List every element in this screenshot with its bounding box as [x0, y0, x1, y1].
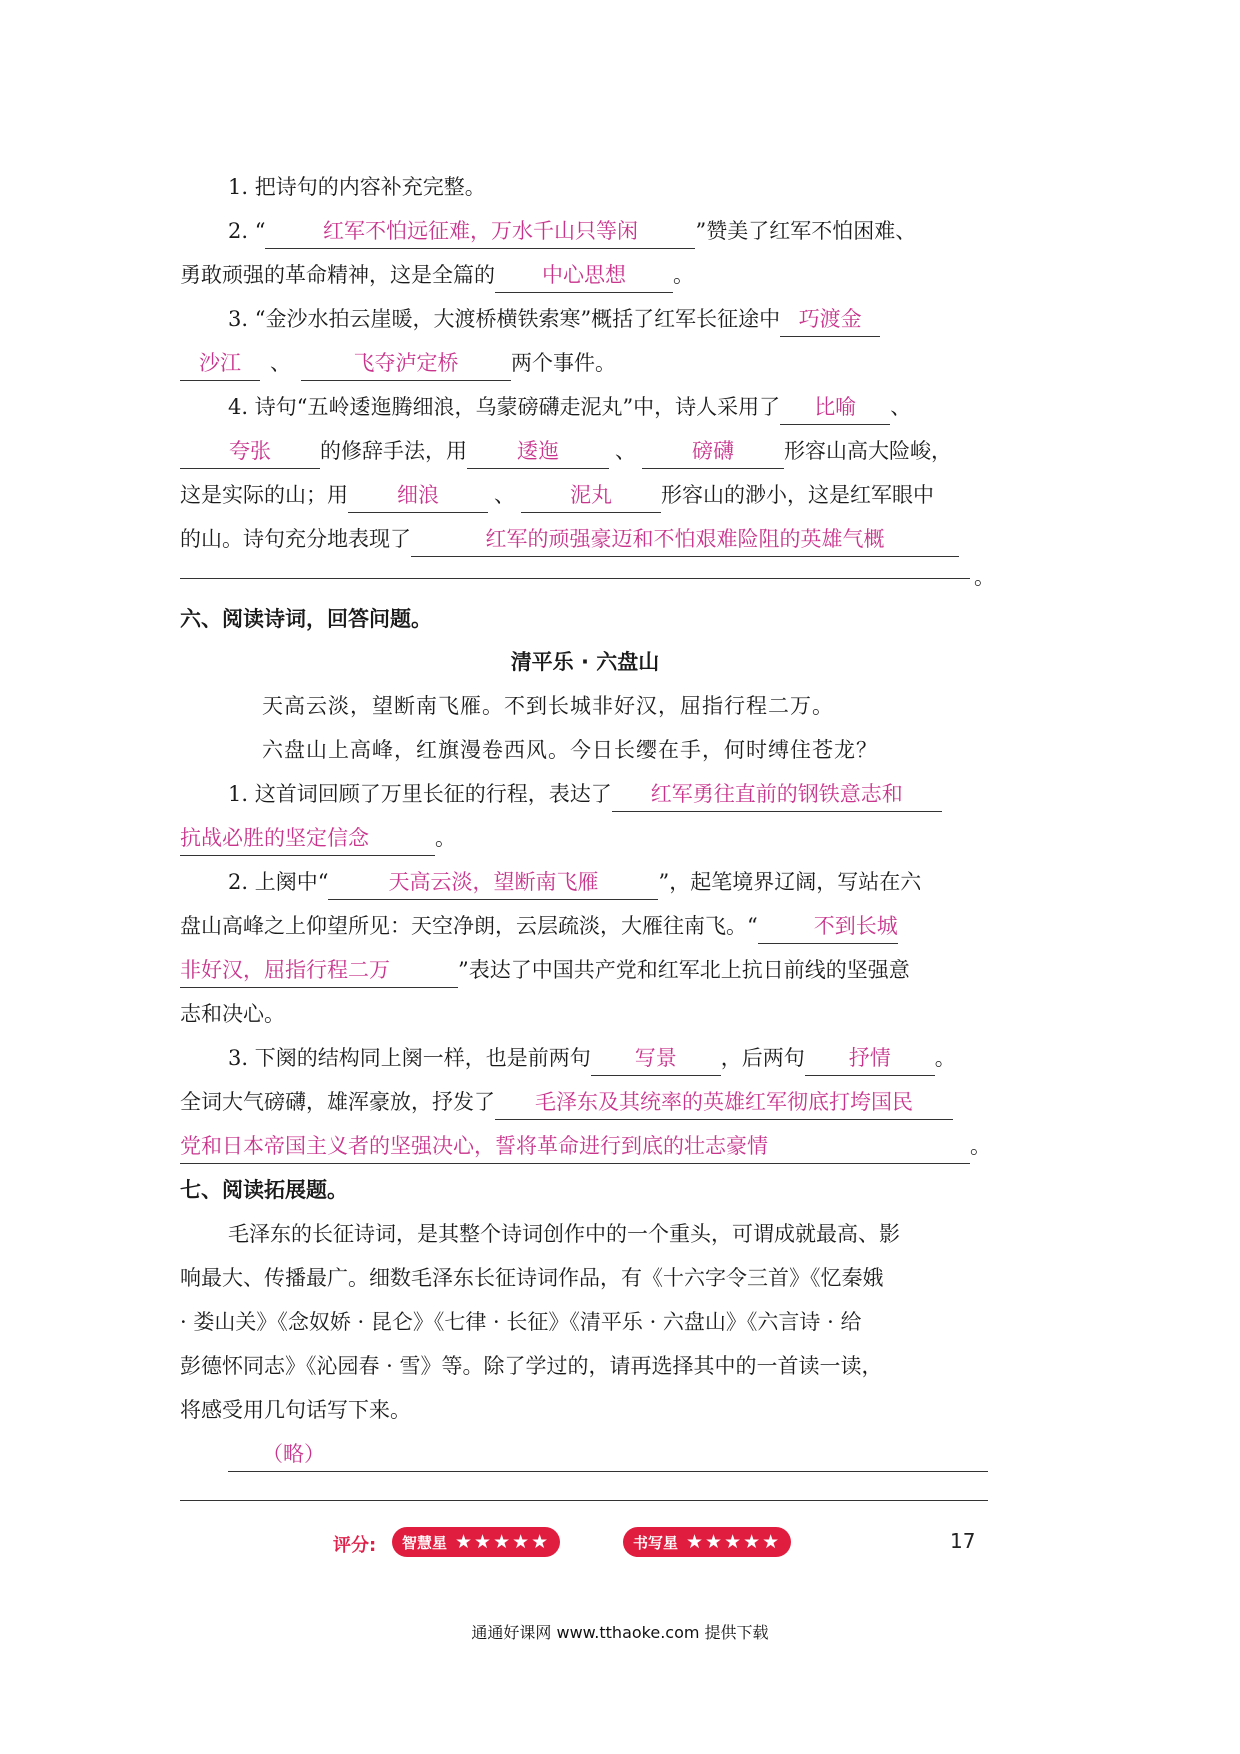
wisdom-star-badge: 智慧星 ★★★★★ — [392, 1527, 560, 1557]
page-number: 17 — [950, 1529, 976, 1553]
q6-item-3-cont2: 党和日本帝国主义者的坚强决心，誓将革命进行到底的壮志豪情 。 — [180, 1124, 990, 1168]
q7-paragraph-line-1: 毛泽东的长征诗词，是其整个诗词创作中的一个重头，可谓成就最高、影 — [228, 1222, 900, 1246]
q7-paragraph-line-3: · 娄山关》《念奴娇 · 昆仑》《七律 · 长征》《清平乐 · 六盘山》《六言诗 · 给 — [180, 1310, 862, 1334]
q5-item-3: 3. “金沙水拍云崖暖，大渡桥横铁索寒”概括了红军长征途中 巧渡金 — [228, 297, 990, 341]
answer-blank[interactable]: 非好汉，屈指行程二万 — [180, 953, 458, 988]
answer-line[interactable] — [180, 578, 970, 579]
q6-item-2-cont3: 志和决心。 — [180, 1002, 285, 1026]
answer-blank[interactable]: 飞夺泸定桥 — [301, 346, 511, 381]
score-label: 评分: — [333, 1535, 377, 1556]
answer-blank[interactable]: 红军勇往直前的钢铁意志和 — [612, 777, 942, 812]
q6-item-1-cont: 抗战必胜的坚定信念 。 — [180, 816, 990, 860]
answer-blank[interactable]: 泥丸 — [521, 478, 661, 513]
answer-blank[interactable]: 细浪 — [348, 478, 488, 513]
poem-title: 清平乐 · 六盘山 — [510, 650, 660, 674]
q6-item-1: 1. 这首词回顾了万里长征的行程，表达了 红军勇往直前的钢铁意志和 — [228, 772, 990, 816]
q7-paragraph-line-2: 响最大、传播最广。细数毛泽东长征诗词作品，有《十六字令三首》《忆秦娥 — [180, 1266, 884, 1290]
q7-answer-line-1 — [228, 1432, 988, 1476]
q7-paragraph-line-4: 彭德怀同志》《沁园春 · 雪》等。除了学过的，请再选择其中的一首读一读， — [180, 1354, 883, 1378]
poem-line-2: 六盘山上高峰，红旗漫卷西风。今日长缨在手，何时缚住苍龙？ — [262, 738, 878, 762]
q6-item-2-cont1: 盘山高峰之上仰望所见：天空净朗，云层疏淡，大雁往南飞。“ 不到长城 — [180, 904, 990, 948]
answer-blank[interactable]: 抗战必胜的坚定信念 — [180, 821, 435, 856]
star-rating-icon[interactable]: ★★★★★ — [686, 1531, 782, 1553]
section-6-heading: 六、阅读诗词，回答问题。 — [180, 607, 432, 631]
worksheet-page: 1. 把诗句的内容补充完整。 2. “ 红军不怕远征难，万水千山只等闲 ”赞美了红军不怕困难、 勇敢顽强的革命精神，这是全篇的 中心思想 。 3. “金沙水拍云崖暖，大渡桥横铁索寒”概括了红军长征途中 巧渡金 沙江 、 飞夺泸定桥 两个事件。 4. 诗句“五岭逶迤腾细浪，乌蒙磅礴走泥丸”中，诗人采用了 比喻 、 夸张 的修辞手法，用 逶迤 、 磅礴 形容山高大险峻， 这是实际的山；用 细浪 、 泥丸 形容山的渺小，这是红军眼中 的山。诗句充分地表现了 红军的顽强豪迈和不怕艰难险阻的英雄气概 。 六、阅读诗词，回答问题。 清平乐 · 六盘山 天高云淡，望断南飞雁。不到长城非好汉，屈指行程二万。 六盘山上高峰，红旗漫卷西风。今日长缨在手，何时缚住苍龙？ 1. 这首词回顾了万里长征的行程，表达了 红军勇往直前的钢铁意志和 抗战必胜的坚定信念 。 2. 上阕中“ 天高云淡，望断南飞雁 ”，起笔境界辽阔，写站在六 盘山高峰之上仰望所见：天空净朗，云层疏淡，大雁往南飞。“ 不到长城 非好汉，屈指行程二万 ”表达了中国共产党和红军北上抗日前线的坚强意 志和决心。 3. 下阕的结构同上阕一样，也是前两句 写景 ，后两句 抒情 。 全词大气磅礴，雄浑豪放，抒发了 毛泽东及其统率的英雄红军彻底打垮国民 党和日本帝国主义者的坚强决心，誓将革命进行到底的壮志豪情 。 七、阅读拓展题。 毛泽东的长征诗词，是其整个诗词创作中的一个重头，可谓成就最高、影 响最大、传播最广。细数毛泽东长征诗词作品，有《十六字令三首》《忆秦娥 · 娄山关》《念奴娇 · 昆仑》《七律 · 长征》《清平乐 · 六盘山》《六言诗 · 给 彭德怀同志》《沁园春 · 雪》等。除了学过的，请再选择其中的一首读一读， 将感受用几句话写下来。 （略） 评分: 智慧星 ★★★★★ 书写星 ★★★★★ 17 通通好课网 www.tthaoke.com 提供下载 — [0, 0, 1240, 1754]
poem-line-1: 天高云淡，望断南飞雁。不到长城非好汉，屈指行程二万。 — [262, 694, 834, 718]
scoring-bar — [0, 1527, 1240, 1563]
answer-blank[interactable]: 磅礴 — [642, 434, 784, 469]
answer-blank[interactable]: 中心思想 — [495, 258, 673, 293]
q5-item-4-cont2: 这是实际的山；用 细浪 、 泥丸 形容山的渺小，这是红军眼中 — [180, 473, 990, 517]
answer-blank[interactable]: 抒情 — [805, 1041, 935, 1076]
answer-blank[interactable]: 写景 — [591, 1041, 721, 1076]
star-rating-icon[interactable]: ★★★★★ — [455, 1531, 551, 1553]
q5-item-4-cont1: 夸张 的修辞手法，用 逶迤 、 磅礴 形容山高大险峻， — [180, 429, 990, 473]
q6-item-3: 3. 下阕的结构同上阕一样，也是前两句 写景 ，后两句 抒情 。 — [228, 1036, 990, 1080]
answer-blank[interactable]: 党和日本帝国主义者的坚强决心，誓将革命进行到底的壮志豪情 — [180, 1129, 970, 1164]
answer-blank[interactable]: （略） — [228, 1437, 988, 1472]
answer-blank[interactable]: 逶迤 — [467, 434, 609, 469]
q7-answer-line-2[interactable] — [180, 1500, 988, 1501]
q5-item-3-cont: 沙江 、 飞夺泸定桥 两个事件。 — [180, 341, 990, 385]
q5-item-1: 1. 把诗句的内容补充完整。 — [228, 175, 486, 199]
q5-item-2-cont: 勇敢顽强的革命精神，这是全篇的 中心思想 。 — [180, 253, 990, 297]
writing-star-badge: 书写星 ★★★★★ — [623, 1527, 791, 1557]
answer-blank[interactable]: 巧渡金 — [780, 302, 880, 337]
section-7-heading: 七、阅读拓展题。 — [180, 1178, 348, 1202]
q5-item-4: 4. 诗句“五岭逶迤腾细浪，乌蒙磅礴走泥丸”中，诗人采用了 比喻 、 — [228, 385, 990, 429]
answer-blank[interactable]: 天高云淡，望断南飞雁 — [328, 865, 658, 900]
q6-item-2: 2. 上阕中“ 天高云淡，望断南飞雁 ”，起笔境界辽阔，写站在六 — [228, 860, 990, 904]
answer-blank[interactable]: 不到长城 — [758, 909, 898, 944]
q7-paragraph-line-5: 将感受用几句话写下来。 — [180, 1398, 411, 1422]
answer-blank[interactable]: 毛泽东及其统率的英雄红军彻底打垮国民 — [495, 1085, 953, 1120]
q6-item-2-cont2: 非好汉，屈指行程二万 ”表达了中国共产党和红军北上抗日前线的坚强意 — [180, 948, 990, 992]
answer-blank[interactable]: 夸张 — [180, 434, 320, 469]
q5-item-4-cont3: 的山。诗句充分地表现了 红军的顽强豪迈和不怕艰难险阻的英雄气概 — [180, 517, 990, 561]
download-credit: 通通好课网 www.tthaoke.com 提供下载 — [471, 1623, 769, 1642]
answer-blank[interactable]: 沙江 — [180, 346, 260, 381]
answer-blank[interactable]: 红军的顽强豪迈和不怕艰难险阻的英雄气概 — [411, 522, 959, 557]
q5-item-2: 2. “ 红军不怕远征难，万水千山只等闲 ”赞美了红军不怕困难、 — [228, 209, 990, 253]
answer-blank[interactable]: 比喻 — [780, 390, 890, 425]
q6-item-3-cont1: 全词大气磅礴，雄浑豪放，抒发了 毛泽东及其统率的英雄红军彻底打垮国民 — [180, 1080, 990, 1124]
answer-blank[interactable]: 红军不怕远征难，万水千山只等闲 — [265, 214, 695, 249]
